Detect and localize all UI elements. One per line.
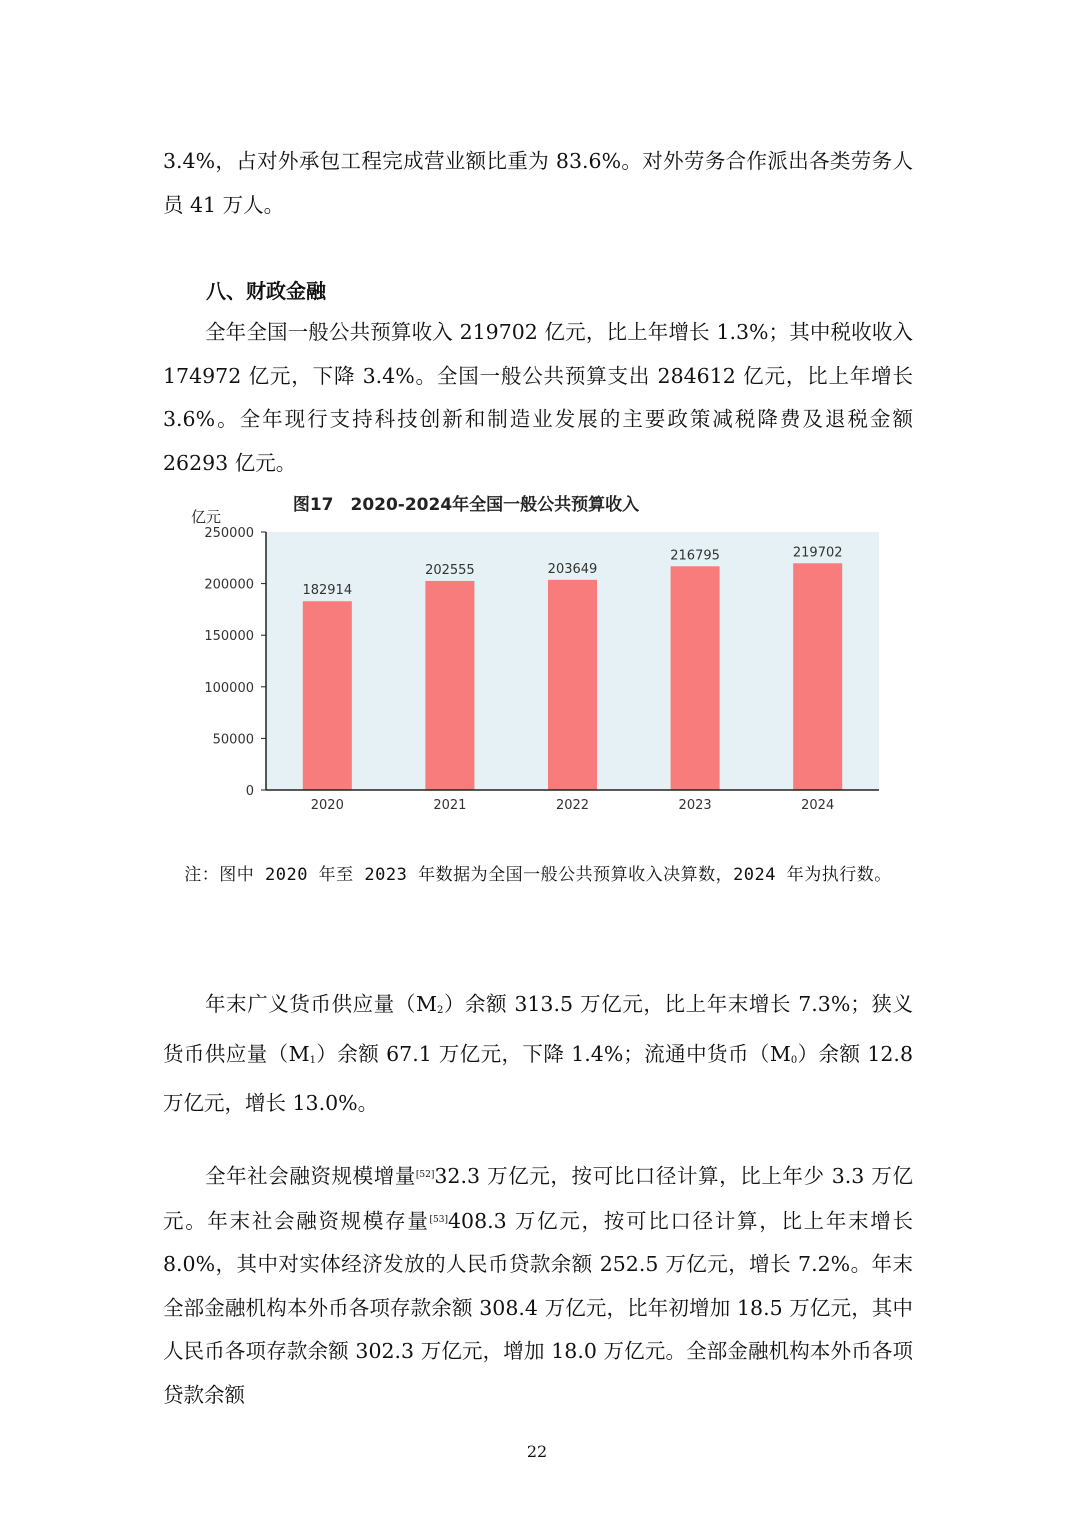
chart-y-axis-label: 亿元 (190, 508, 222, 526)
money-supply-text-a: 年末广义货币供应量（M (205, 992, 437, 1016)
bar-value-label: 216795 (670, 548, 720, 564)
y-tick-label: 0 (245, 784, 254, 799)
section-heading: 八、财政金融 (206, 279, 326, 303)
bar-value-label: 203649 (547, 561, 598, 577)
m0-subscript: 0 (790, 1054, 798, 1066)
footnote-ref-52[interactable]: [52] (415, 1170, 435, 1180)
x-tick-label: 2021 (433, 798, 467, 813)
y-axis-ticks (204, 526, 266, 799)
bar-value-label: 182914 (302, 583, 353, 599)
footnote-ref-53[interactable]: [53] (429, 1214, 449, 1225)
y-tick-label: 250000 (204, 526, 254, 541)
money-supply-text-d: ）余额 12.8 万亿元，增长 13.0%。 (163, 1041, 913, 1115)
x-tick-label: 2023 (678, 798, 712, 813)
paragraph-money-supply (163, 983, 913, 1126)
social-financing-text-a: 全年社会融资规模增量 (205, 1164, 416, 1188)
y-tick-label: 150000 (204, 629, 254, 645)
bar-2023 (671, 566, 720, 790)
bar-2020 (303, 601, 352, 790)
x-axis-ticks (311, 798, 834, 813)
social-financing-text-c: 408.3 万亿元，按可比口径计算，比上年末增长 8.0%，其中对实体经济发放的人民币贷款余额 252.5 万亿元，增长 7.2%。年末全部金融机构本外币各项存款余额 308.4 万亿元，比年初增加 18.5 万亿元，其中人民币各项存款余额 302.3 万亿元，增加 18.0 万亿元。全部金融机构本外币各项贷款余额 (163, 1208, 914, 1407)
budget-revenue-chart (166, 482, 894, 824)
x-tick-label: 2024 (801, 798, 835, 813)
paragraph-foreign-labor: 3.4%，占对外承包工程完成营业额比重为 83.6%。对外劳务合作派出各类劳务人员 41 万人。 (163, 149, 913, 217)
bar-value-label: 219702 (792, 545, 843, 561)
bar-2022 (548, 580, 597, 790)
bar-2024 (793, 563, 842, 790)
y-tick-label: 100000 (204, 680, 254, 696)
x-tick-label: 2022 (555, 798, 590, 813)
paragraph-social-financing (163, 1154, 913, 1417)
chart-title: 图17 2020-2024年全国一般公共预算收入 (292, 495, 640, 515)
paragraph-public-budget: 全年全国一般公共预算收入 219702 亿元，比上年增长 1.3%；其中税收收入 174972 亿元，下降 3.4%。全国一般公共预算支出 284612 亿元，比上年增长 3.6%。全年现行支持科技创新和制造业发展的主要政策减税降费及退税金额 26293 亿元。 (163, 320, 913, 475)
y-tick-label: 200000 (204, 577, 254, 593)
money-supply-text-b: ）余额 313.5 万亿元，比上年末增长 7.3%；狭义货币供应量（M (163, 992, 913, 1066)
social-financing-text-b: 32.3 万亿元，按可比口径计算，比上年少 3.3 万亿元。年末社会融资规模存量 (163, 1164, 913, 1233)
page-number: 22 (526, 1442, 548, 1461)
bar-value-label: 202555 (425, 562, 475, 578)
m2-subscript: 2 (436, 1005, 444, 1016)
m1-subscript: 1 (309, 1054, 316, 1066)
y-tick-label: 50000 (212, 732, 254, 748)
x-tick-label: 2020 (310, 798, 344, 813)
money-supply-text-c: ）余额 67.1 万亿元，下降 1.4%；流通中货币（M (315, 1041, 791, 1066)
chart-note: 注：图中 2020 年至 2023 年数据为全国一般公共预算收入决算数，2024 年为执行数。 (184, 865, 892, 885)
bar-2021 (425, 581, 474, 790)
